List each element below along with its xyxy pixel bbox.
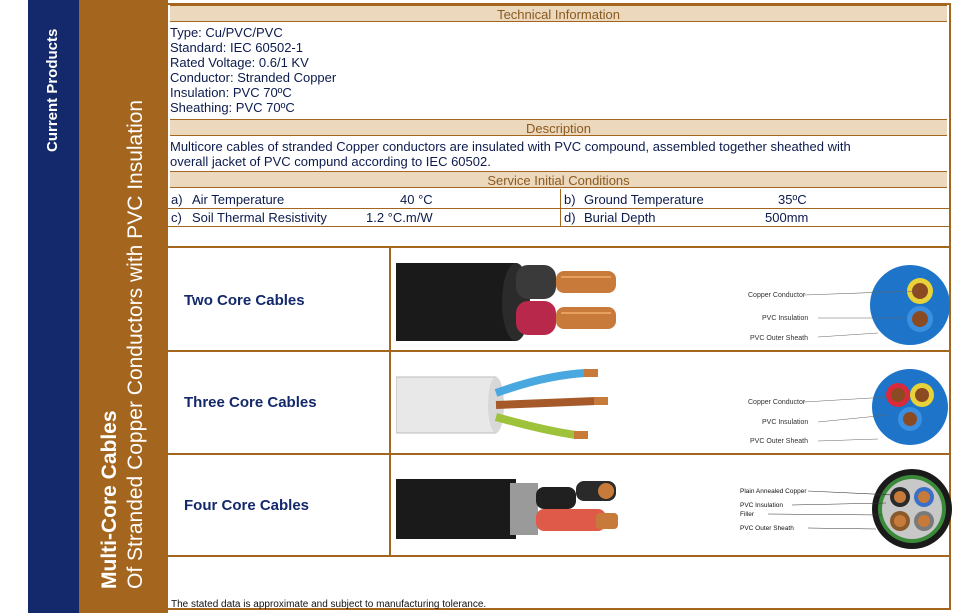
four-core-diag-label-sheath: PVC Outer Sheath <box>740 525 794 532</box>
service-conditions-header: Service Initial Conditions <box>170 171 947 188</box>
two-core-cable-photo <box>396 255 636 347</box>
tech-line-conductor: Conductor: Stranded Copper <box>170 70 337 85</box>
four-core-diag-label-filler: Filler <box>740 511 755 518</box>
cable-table-column-divider <box>389 248 391 555</box>
cable-table-bottom-rule <box>168 555 949 557</box>
cond-b-value: 35ºC <box>778 192 807 207</box>
cond-c-letter: c) <box>171 210 182 225</box>
cond-c-value: 1.2 °C.m/W <box>366 210 433 225</box>
service-row-divider <box>168 208 949 209</box>
cable-table-top-rule <box>168 246 949 248</box>
description-line-2: overall jacket of PVC compund according to IEC 60502. <box>170 154 491 169</box>
service-column-divider <box>560 189 561 227</box>
spec-sheet-frame <box>168 3 951 610</box>
tech-line-sheathing: Sheathing: PVC 70ºC <box>170 100 295 115</box>
description-line-1: Multicore cables of stranded Copper conductors are insulated with PVC compound, assembled together sheathed with <box>170 139 851 154</box>
three-core-cross-section-diagram <box>748 369 953 449</box>
two-core-label: Two Core Cables <box>184 292 305 309</box>
product-family-subtitle: Of Stranded Copper Conductors with PVC Insulation <box>124 99 147 589</box>
tech-line-type: Type: Cu/PVC/PVC <box>170 25 283 40</box>
two-core-diag-label-sheath: PVC Outer Sheath <box>750 335 808 342</box>
four-core-diag-label-insulation: PVC Insulation <box>740 502 783 509</box>
cable-row-divider-1 <box>168 350 949 352</box>
cond-a-value: 40 °C <box>400 192 433 207</box>
three-core-label: Three Core Cables <box>184 394 317 411</box>
technical-info-header: Technical Information <box>170 5 947 22</box>
tolerance-footnote: The stated data is approximate and subject to manufacturing tolerance. <box>171 599 487 610</box>
three-core-diag-label-sheath: PVC Outer Sheath <box>750 438 808 445</box>
product-family-title: Multi-Core Cables <box>98 410 121 589</box>
three-core-cable-photo <box>396 365 616 445</box>
tech-line-voltage: Rated Voltage: 0.6/1 KV <box>170 55 309 70</box>
four-core-cross-section-diagram <box>736 467 956 553</box>
two-core-cross-section-diagram <box>748 263 953 345</box>
cond-c-label: Soil Thermal Resistivity <box>192 210 327 225</box>
tech-line-insulation: Insulation: PVC 70ºC <box>170 85 292 100</box>
two-core-diag-label-insulation: PVC Insulation <box>762 315 809 322</box>
cond-a-label: Air Temperature <box>192 192 285 207</box>
cable-row-divider-2 <box>168 453 949 455</box>
service-bottom-divider <box>168 226 949 227</box>
cond-d-value: 500mm <box>765 210 809 225</box>
three-core-diag-label-conductor: Copper Conductor <box>748 399 806 406</box>
three-core-diag-label-insulation: PVC Insulation <box>762 419 809 426</box>
cond-b-label: Ground Temperature <box>584 192 704 207</box>
cond-d-label: Burial Depth <box>584 210 656 225</box>
cond-b-letter: b) <box>564 192 576 207</box>
description-header: Description <box>170 119 947 136</box>
four-core-cable-photo <box>396 475 626 547</box>
cond-d-letter: d) <box>564 210 576 225</box>
four-core-label: Four Core Cables <box>184 497 310 514</box>
two-core-diag-label-conductor: Copper Conductor <box>748 292 806 299</box>
cond-a-letter: a) <box>171 192 183 207</box>
tech-line-standard: Standard: IEC 60502-1 <box>170 40 303 55</box>
current-products-label: Current Products <box>44 28 61 152</box>
four-core-diag-label-copper: Plain Annealed Copper <box>740 488 807 495</box>
